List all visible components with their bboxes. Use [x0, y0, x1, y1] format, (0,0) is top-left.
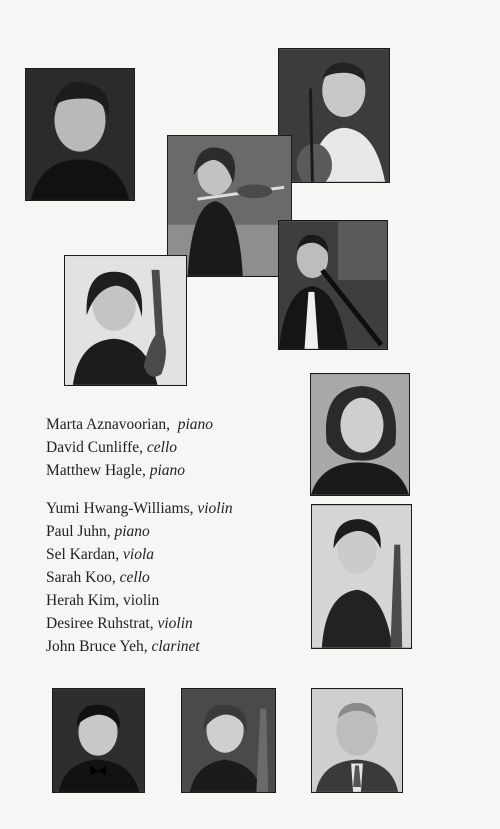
portrait-clarinetist [278, 220, 388, 350]
performer-name: David Cunliffe, [46, 439, 144, 456]
portrait-boy-bowtie-image [53, 689, 144, 792]
portrait-man-glasses-tie [311, 688, 403, 793]
performer-name: Marta Aznavoorian, [46, 416, 170, 433]
performer-name: John Bruce Yeh, [46, 638, 148, 655]
performer-row [46, 413, 213, 436]
portrait-cellist-man-image [279, 49, 389, 182]
portrait-man-dark-sweater-image [26, 69, 134, 200]
performer-instrument: piano [149, 462, 186, 479]
portrait-man-glasses-tie-image [312, 689, 402, 792]
performer-row [46, 497, 233, 520]
performer-name: Yumi Hwang-Williams, [46, 500, 194, 517]
performer-row [46, 520, 233, 543]
performer-row [46, 543, 233, 566]
performer-instrument: violin [197, 500, 233, 517]
performer-row [46, 436, 213, 459]
performer-instrument: cello [146, 439, 178, 456]
performer-row [46, 566, 233, 589]
portrait-cellist-man [278, 48, 390, 183]
performer-row [46, 589, 233, 612]
portrait-man-dark-sweater [25, 68, 135, 201]
performer-name: Paul Juhn, [46, 523, 111, 540]
portrait-woman-dark-hair [310, 373, 410, 496]
performer-name: Herah Kim, [46, 592, 120, 609]
performer-name: Desiree Ruhstrat, [46, 615, 154, 632]
portrait-clarinetist-image [279, 221, 387, 349]
performer-instrument: clarinet [151, 638, 200, 655]
performer-row [46, 612, 233, 635]
portrait-violinist-woman-smiling-image [65, 256, 186, 385]
portrait-woman-glasses-violin-image [182, 689, 275, 792]
performer-list-group-1 [46, 413, 213, 482]
portrait-woman-glasses-violin [181, 688, 276, 793]
portrait-cellist-woman-image [312, 505, 411, 648]
performer-row [46, 459, 213, 482]
performer-instrument: cello [119, 569, 150, 586]
performer-instrument: violin [157, 615, 193, 632]
performer-instrument: piano [177, 416, 214, 433]
performer-list-group-2 [46, 497, 233, 658]
performer-row [46, 635, 233, 658]
performer-name: Sel Kardan, [46, 546, 120, 563]
portrait-cellist-woman [311, 504, 412, 649]
portrait-boy-bowtie [52, 688, 145, 793]
portrait-violinist-woman-smiling [64, 255, 187, 386]
portrait-woman-dark-hair-image [311, 374, 409, 495]
performer-name: Sarah Koo, [46, 569, 116, 586]
performer-name: Matthew Hagle, [46, 462, 146, 479]
performer-instrument: violin [123, 592, 160, 609]
performer-instrument: viola [123, 546, 155, 563]
performer-instrument: piano [114, 523, 150, 540]
